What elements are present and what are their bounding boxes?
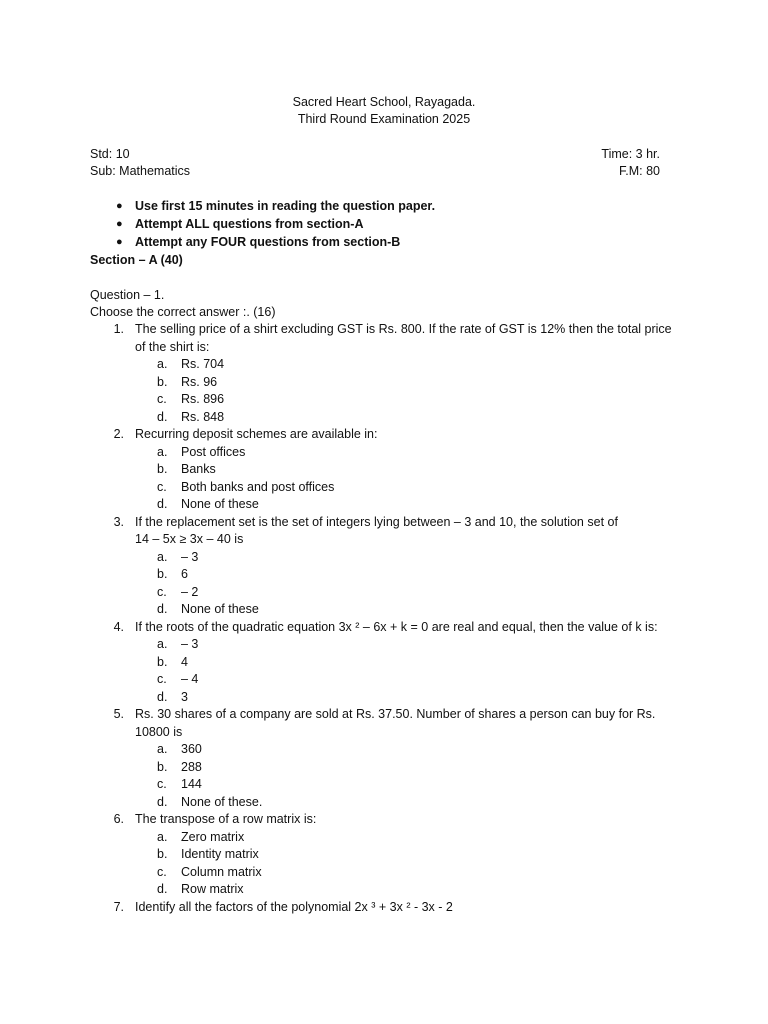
question-text: The transpose of a row matrix is: (135, 812, 317, 826)
option-label: c. (157, 584, 167, 599)
time-label: Time: 3 hr. (601, 147, 660, 161)
option-label: d. (157, 497, 168, 511)
option-text: 4 (181, 654, 188, 669)
option-label: a. (157, 357, 168, 371)
option-label: b. (157, 759, 168, 774)
option-text: 3 (181, 689, 188, 704)
question-text: The selling price of a shirt excluding GST is Rs. 800. If the rate of GST is 12% then the total price (135, 322, 672, 336)
question-number: 4. (113, 619, 124, 634)
option-label: b. (157, 847, 168, 861)
question-title: Question – 1. (90, 288, 165, 302)
question-text: of the shirt is: (135, 339, 210, 354)
option-text: 288 (181, 759, 202, 774)
bullet-icon: ● (116, 218, 123, 230)
question-number: 1. (113, 322, 124, 336)
option-text: Rs. 896 (181, 392, 225, 406)
question-number: 6. (113, 812, 124, 826)
option-label: b. (157, 374, 168, 389)
full-marks-label: F.M: 80 (619, 164, 660, 178)
option-text: – 3 (181, 549, 199, 564)
option-label: b. (157, 462, 168, 476)
option-text: Both banks and post offices (181, 479, 335, 494)
std-label: Std: 10 (90, 147, 130, 161)
option-text: – 2 (181, 584, 199, 599)
option-label: a. (157, 444, 168, 459)
option-label: c. (157, 864, 167, 879)
option-label: d. (157, 794, 168, 809)
option-label: c. (157, 777, 167, 791)
option-text: – 3 (181, 637, 199, 651)
option-text: Identity matrix (181, 847, 259, 861)
section-heading: Section – A (40) (90, 253, 183, 267)
option-text: 144 (181, 777, 202, 791)
option-text: None of these (181, 602, 259, 616)
option-text: Rs. 848 (181, 409, 225, 424)
option-label: a. (157, 637, 168, 651)
option-text: Column matrix (181, 864, 262, 879)
question-text: Recurring deposit schemes are available in: (135, 427, 378, 441)
subject-label: Sub: Mathematics (90, 164, 191, 178)
option-text: – 4 (181, 672, 199, 686)
option-text: Rs. 704 (181, 357, 225, 371)
option-label: a. (157, 742, 168, 756)
option-text: Banks (181, 462, 216, 476)
option-label: c. (157, 479, 167, 494)
question-number: 3. (113, 514, 124, 529)
option-label: d. (157, 882, 168, 896)
option-text: 360 (181, 742, 202, 756)
option-label: d. (157, 409, 168, 424)
instruction-item: Use first 15 minutes in reading the question paper. (135, 199, 436, 213)
option-text: 6 (181, 567, 188, 581)
option-label: b. (157, 654, 168, 669)
option-text: Post offices (181, 444, 246, 459)
option-label: d. (157, 689, 168, 704)
option-label: a. (157, 549, 168, 564)
question-text: Rs. 30 shares of a company are sold at Rs. 37.50. Number of shares a person can buy for Rs. (135, 707, 656, 721)
option-text: None of these (181, 497, 259, 511)
question-text: Identify all the factors of the polynomial 2x ³ + 3x ² - 3x - 2 (135, 899, 453, 914)
option-label: c. (157, 392, 167, 406)
option-label: a. (157, 829, 168, 844)
question-subtitle: Choose the correct answer :. (16) (90, 305, 276, 319)
instruction-item: Attempt ALL questions from section-A (135, 217, 364, 231)
school-name: Sacred Heart School, Rayagada. (292, 95, 476, 109)
option-label: b. (157, 567, 168, 581)
option-label: d. (157, 602, 168, 616)
exam-title: Third Round Examination 2025 (297, 112, 471, 126)
question-number: 5. (113, 707, 124, 721)
option-text: Zero matrix (181, 829, 245, 844)
question-text: 14 – 5x ≥ 3x – 40 is (135, 532, 244, 546)
question-text: If the roots of the quadratic equation 3x ² – 6x + k = 0 are real and equal, then the value of k is: (135, 619, 658, 634)
option-label: c. (157, 672, 167, 686)
option-text: Rs. 96 (181, 374, 218, 389)
question-number: 2. (113, 427, 124, 441)
question-text: If the replacement set is the set of integers lying between – 3 and 10, the solution set of (135, 514, 618, 529)
option-text: Row matrix (181, 882, 244, 896)
bullet-icon: ● (116, 236, 123, 248)
instruction-item: Attempt any FOUR questions from section-B (135, 235, 401, 249)
option-text: None of these. (181, 794, 263, 809)
bullet-icon: ● (116, 200, 123, 212)
question-number: 7. (113, 899, 124, 914)
question-text: 10800 is (135, 724, 183, 739)
